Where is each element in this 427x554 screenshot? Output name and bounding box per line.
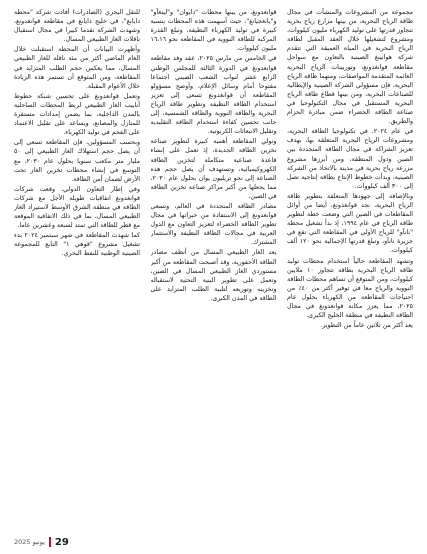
- paragraph: وبحسب المسؤولين، فإن المقاطعة تسعى إلى أن يصل حجم استهلاك الغاز الطبيعي إلى ٥٠ مليار متر مكعب سنويا بحلول عام ٢٠٣٠، مع التوسع في إنشاء محطات تخزين الغاز تحت الأرض لضمان أمن الطاقة.: [14, 139, 140, 183]
- paragraph: وأظهرت البيانات أن المحطة استقبلت خلال العام الماضي أكثر من مئة ناقلة للغاز الطبيعي المسال، مما يعكس حجم الطلب المتزايد في المقاطعة، ومن المتوقع أن تستمر هذه الزيادة خلال الأعوام المقبلة.: [14, 46, 140, 90]
- paragraph: يعد أكثر من ثلاثين عاماً من التطوير.: [320, 322, 413, 330]
- article-column-middle: [151, 8, 277, 533]
- paragraph: كما شهدت المقاطعة في شهر سبتمبر ٢٠٢٤ بدء تشغيل مشروع "قوهي ١" التابع للمجموعة الصينية الوطنية للنفط البحري.: [14, 232, 140, 258]
- paragraph: وبالإضافة إلى جهودها المتعلقة بتطوير طاقة الرياح البحرية، نجد قوانغدونغ، أيضا من أوائل المقاطعات في الصين التي وضعت خطة لتطوير طاقة الرياح في عام ١٩٩٤، إذ بدأ تشغيل محطة "نانآو" للرياح الأولى في المقاطعة التي تقع في جزيرة نانآو، وتبلغ قدرتها الإجمالية نحو ١٢٠ ألف كيلووات.: [287, 192, 413, 255]
- page-number: 29: [54, 536, 69, 548]
- article-column-left: [14, 8, 140, 533]
- paragraph: للنقل البحري (الصادرات) أفادت شركة "محطة دايانغ"، في خليج دايانغ في مقاطعة قوانغدونغ، وشهدت الشركة تقدما كبيرا في مجال استقبال ناقلات الغاز الطبيعي المسال.: [14, 9, 140, 44]
- paragraph: قوانغدونغ، من بينها محطات "دايوان" و"لينغآو" و"يانغجيانغ"، حيث أسهمت هذه المحطات بنسبة كبيرة في توليد الكهرباء النظيفة، وتبلغ القدرة المركبة للطاقة النووية في المقاطعة نحو ١٦،١٦ مليون كيلووات.: [150, 9, 277, 53]
- paragraph: وتعمل قوانغدونغ على تحسين شبكة خطوط أنابيب الغاز الطبيعي لربط المحطات الساحلية بالمدن الداخلية، بما يضمن إمدادات مستقرة للمنازل والمصانع، ويساعد على تقليل الاعتماد على الفحم في توليد الكهرباء.: [14, 92, 140, 137]
- paragraph: مصادر الطاقة المتجددة في العالم، وتسعى قوانغدونغ إلى الاستفادة من خبراتها في مجال تطوير الطاقة الخضراء لتعزيز التعاون مع الدول العربية في مجالات الطاقة النظيفة والاستثمار المشترك.: [150, 202, 277, 247]
- issue-date: يونيو 2025: [14, 538, 45, 546]
- article-column-right: [287, 8, 413, 533]
- paragraph: وتولي المقاطعة أهمية كبيرة لتطوير صناعة تخزين الطاقة الجديدة، إذ تعمل على إنشاء قاعدة صناعية متكاملة لتخزين الطاقة الكهروكيميائية، وتستهدف أن يصل حجم هذه الصناعة إلى نحو تريليون يوان بحلول عام ٢٠٣٠، مما يجعلها من أكبر مراكز صناعة تخزين الطاقة في الصين.: [150, 138, 277, 200]
- page-footer: [14, 535, 69, 549]
- paragraph: في الخامس من مارس ٢٠٢٥، عقد وفد مقاطعة قوانغدونغ في الدورة الثالثة للمجلس الوطني الرابع عشر لنواب الشعب الصيني اجتماعا مفتوحا أمام وسائل الإعلام، وأوضح مسؤولو المقاطعة أن قوانغدونغ تسعى إلى تعزيز استخدام الطاقة النظيفة وتطوير طاقة الرياح البحرية والطاقة النووية والطاقة الشمسية، إلى جانب تحسين كفاءة استخدام الطاقة التقليدية وتقليل الانبعاثات الكربونية.: [150, 55, 277, 136]
- accent-divider: [49, 537, 51, 547]
- paragraph: وتشهد المقاطعة حالياً استخدام محطات توليد طاقة الرياح البحرية بطاقة تتجاوز ١٠ ملايين كيلووات، ومن المتوقع أن تساهم محطات الطاقة النووية والرياح معا في توفير أكثر من ٤٠٪ من احتياجات المقاطعة من الكهرباء بحلول عام ٢٠٢٥، مما يعزز مكانة قوانغدونغ في مجال الطاقة النظيفة في منطقة الخليج الكبرى.: [287, 257, 413, 320]
- paragraph: في عام ٢٠٢٤، في تكنولوجيا الطاقة البحرية، ومشروعات الرياح البحرية المتعلقة بها، بهدف تعزيز الشراكة في مجال الطاقة المتجددة بين الصين ودول المنطقة، ومن أبرزها مشروع مزرعة رياح بحرية في مدينة بالاتخاذ من الشركة الصينية، وبدأت خطوط الإنتاج بطاقة إنتاجية تصل إلى ٣٠٠ ألف كيلووات.: [287, 128, 413, 190]
- article-columns: [14, 8, 413, 533]
- paragraph: وفي إطار التعاون الدولي، وقعت شركات قوانغدونغ اتفاقيات طويلة الأجل مع شركات الطاقة في منطقة الشرق الأوسط لاستيراد الغاز الطبيعي المسال، بما في ذلك الاتفاقية الموقعة مع قطر للطاقة التي تمتد لسبعة وعشرين عاما.: [14, 185, 140, 230]
- paragraph: يعد الغاز الطبيعي المسال من أنظف مصادر الطاقة الأحفورية، وقد أصبحت المقاطعة من أكبر مستوردي الغاز الطبيعي المسال في الصين، وتعمل على تطوير البنية التحتية لاستقباله وتخزينه وتوزيعه لتلبية الطلب المتزايد على الطاقة في المدن الكبرى.: [150, 249, 277, 302]
- paragraph: مجموعة من المشروعات والمنشآت في مجال طاقة الرياح البحرية، من بينها مزارع رياح بحرية تتجاوز قدرتها على توليد الكهرباء مليون كيلووات، ومشروع لتشغيلها خلال العقد المقبل لطاقة الرياح البحرية في المياه العميقة التي تتقدم شركة هوانينغ الصينية بالتعاون مع سواحل مقاطعة قوانغدونغ، وتوربينات الرياح البحرية العائمة المتقدمة المواصفات، ومنهما طاقة الرياح البحرية، فإن مسؤولي الشركة الصينية والإيطالية للصناعات البحرية، ومن بينها قطاع طاقة الرياح البحرية المستقبل في مجال التكنولوجيا في صناعة الطاقة الخضراء ضمن مبادرة الحزام والطريق.: [287, 9, 413, 126]
